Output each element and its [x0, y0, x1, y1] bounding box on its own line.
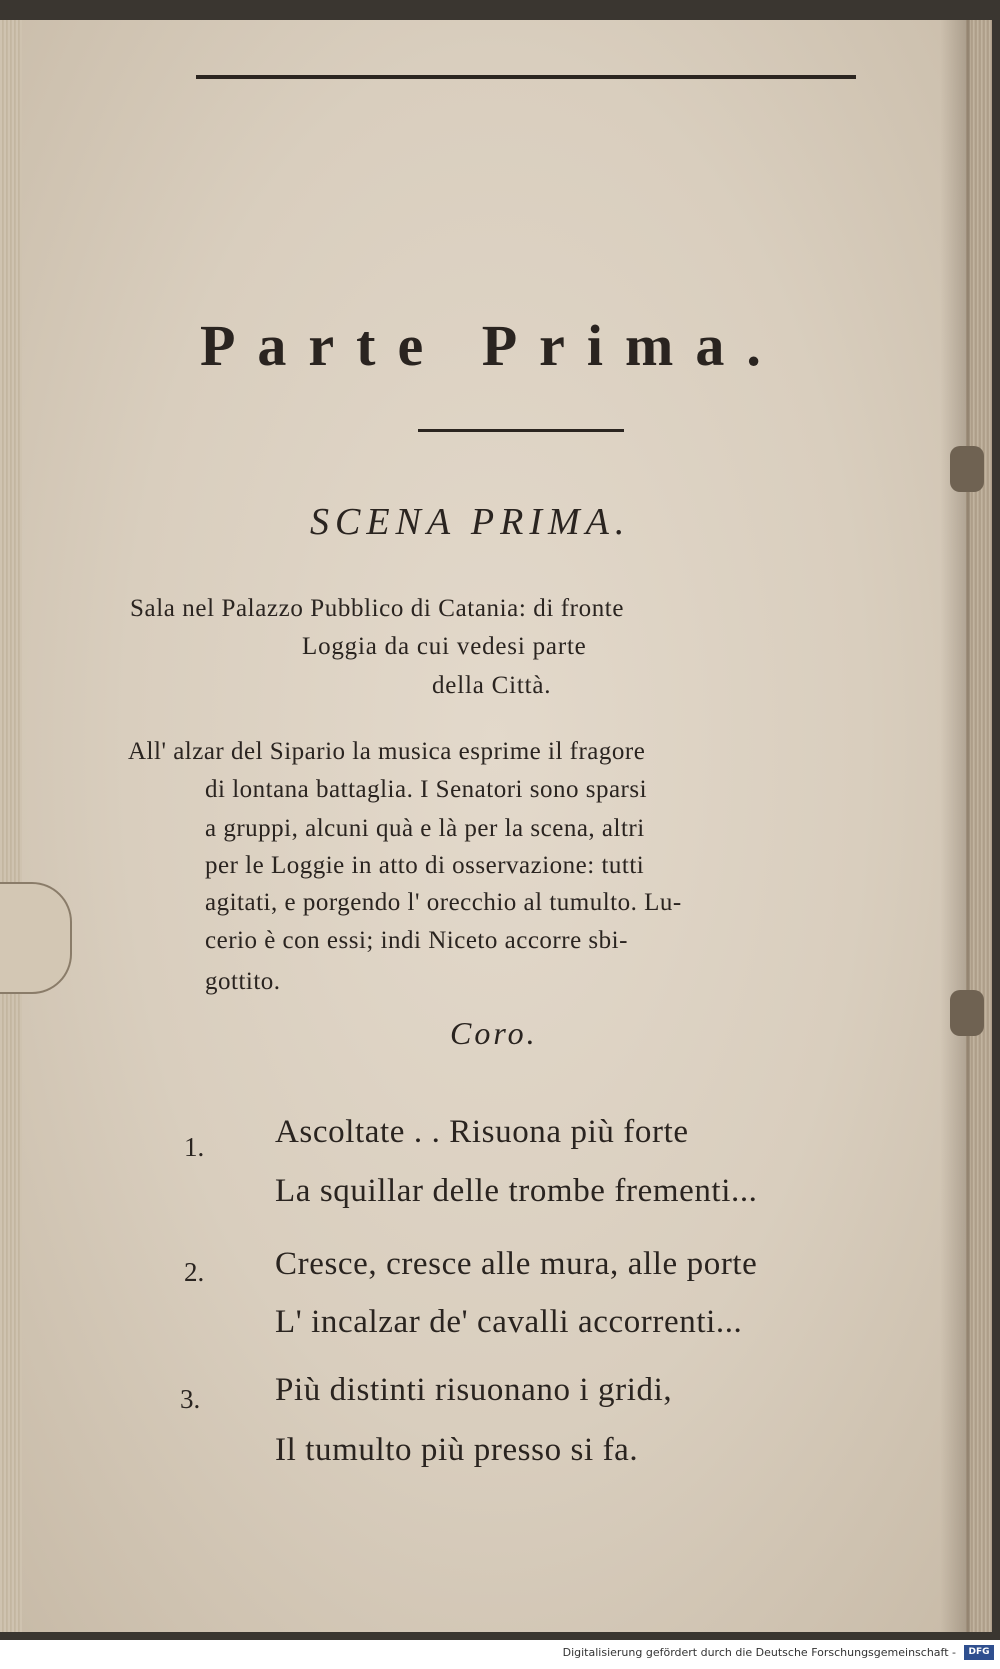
verse-line: Ascoltate . . Risuona più forte — [275, 1114, 689, 1150]
stanza-number: 3. — [180, 1384, 201, 1414]
verse-line: Il tumulto più presso si fa. — [275, 1432, 639, 1468]
stanza-number: 2. — [184, 1257, 205, 1287]
top-rule — [196, 75, 856, 79]
stage-direction-line: cerio è con essi; indi Niceto accorre sbi- — [205, 927, 628, 954]
scene-title: SCENA PRIMA. — [310, 501, 631, 543]
stage-direction-line: a gruppi, alcuni quà e là per la scena, altri — [205, 815, 645, 842]
setting-line: Loggia da cui vedesi parte — [302, 633, 587, 660]
stanza-number: 1. — [184, 1132, 205, 1162]
digitization-credit: Digitalisierung gefördert durch die Deutsche Forschungsgemeinschaft - — [562, 1646, 956, 1659]
stage-direction-line: agitati, e porgendo l' orecchio al tumulto. Lu- — [205, 889, 682, 916]
verse-line: Più distinti risuonano i gridi, — [275, 1372, 673, 1408]
setting-line: Sala nel Palazzo Pubblico di Catania: di fronte — [130, 595, 625, 622]
setting-line: della Città. — [432, 672, 552, 699]
gutter-shadow — [940, 20, 970, 1632]
verse-line: Cresce, cresce alle mura, alle porte — [275, 1246, 758, 1282]
binding-clip-icon — [950, 446, 984, 492]
left-page-edges — [0, 20, 22, 1632]
dfg-logo: DFG — [964, 1645, 994, 1660]
stage-direction-line: per le Loggie in atto di osservazione: tutti — [205, 852, 645, 879]
part-title: Parte Prima. — [200, 313, 783, 378]
stage-direction-line: di lontana battaglia. I Senatori sono sparsi — [205, 776, 648, 803]
binding-clip-icon — [950, 990, 984, 1036]
chorus-label: Coro. — [450, 1015, 538, 1051]
stage-direction-line: gottito. — [205, 968, 281, 995]
verse-line: L' incalzar de' cavalli accorrenti... — [275, 1304, 743, 1340]
folded-page-tab — [0, 882, 72, 994]
title-rule — [418, 429, 624, 432]
verse-line: La squillar delle trombe frementi... — [275, 1173, 758, 1209]
stage-direction-line: All' alzar del Sipario la musica esprime il fragore — [128, 738, 646, 765]
